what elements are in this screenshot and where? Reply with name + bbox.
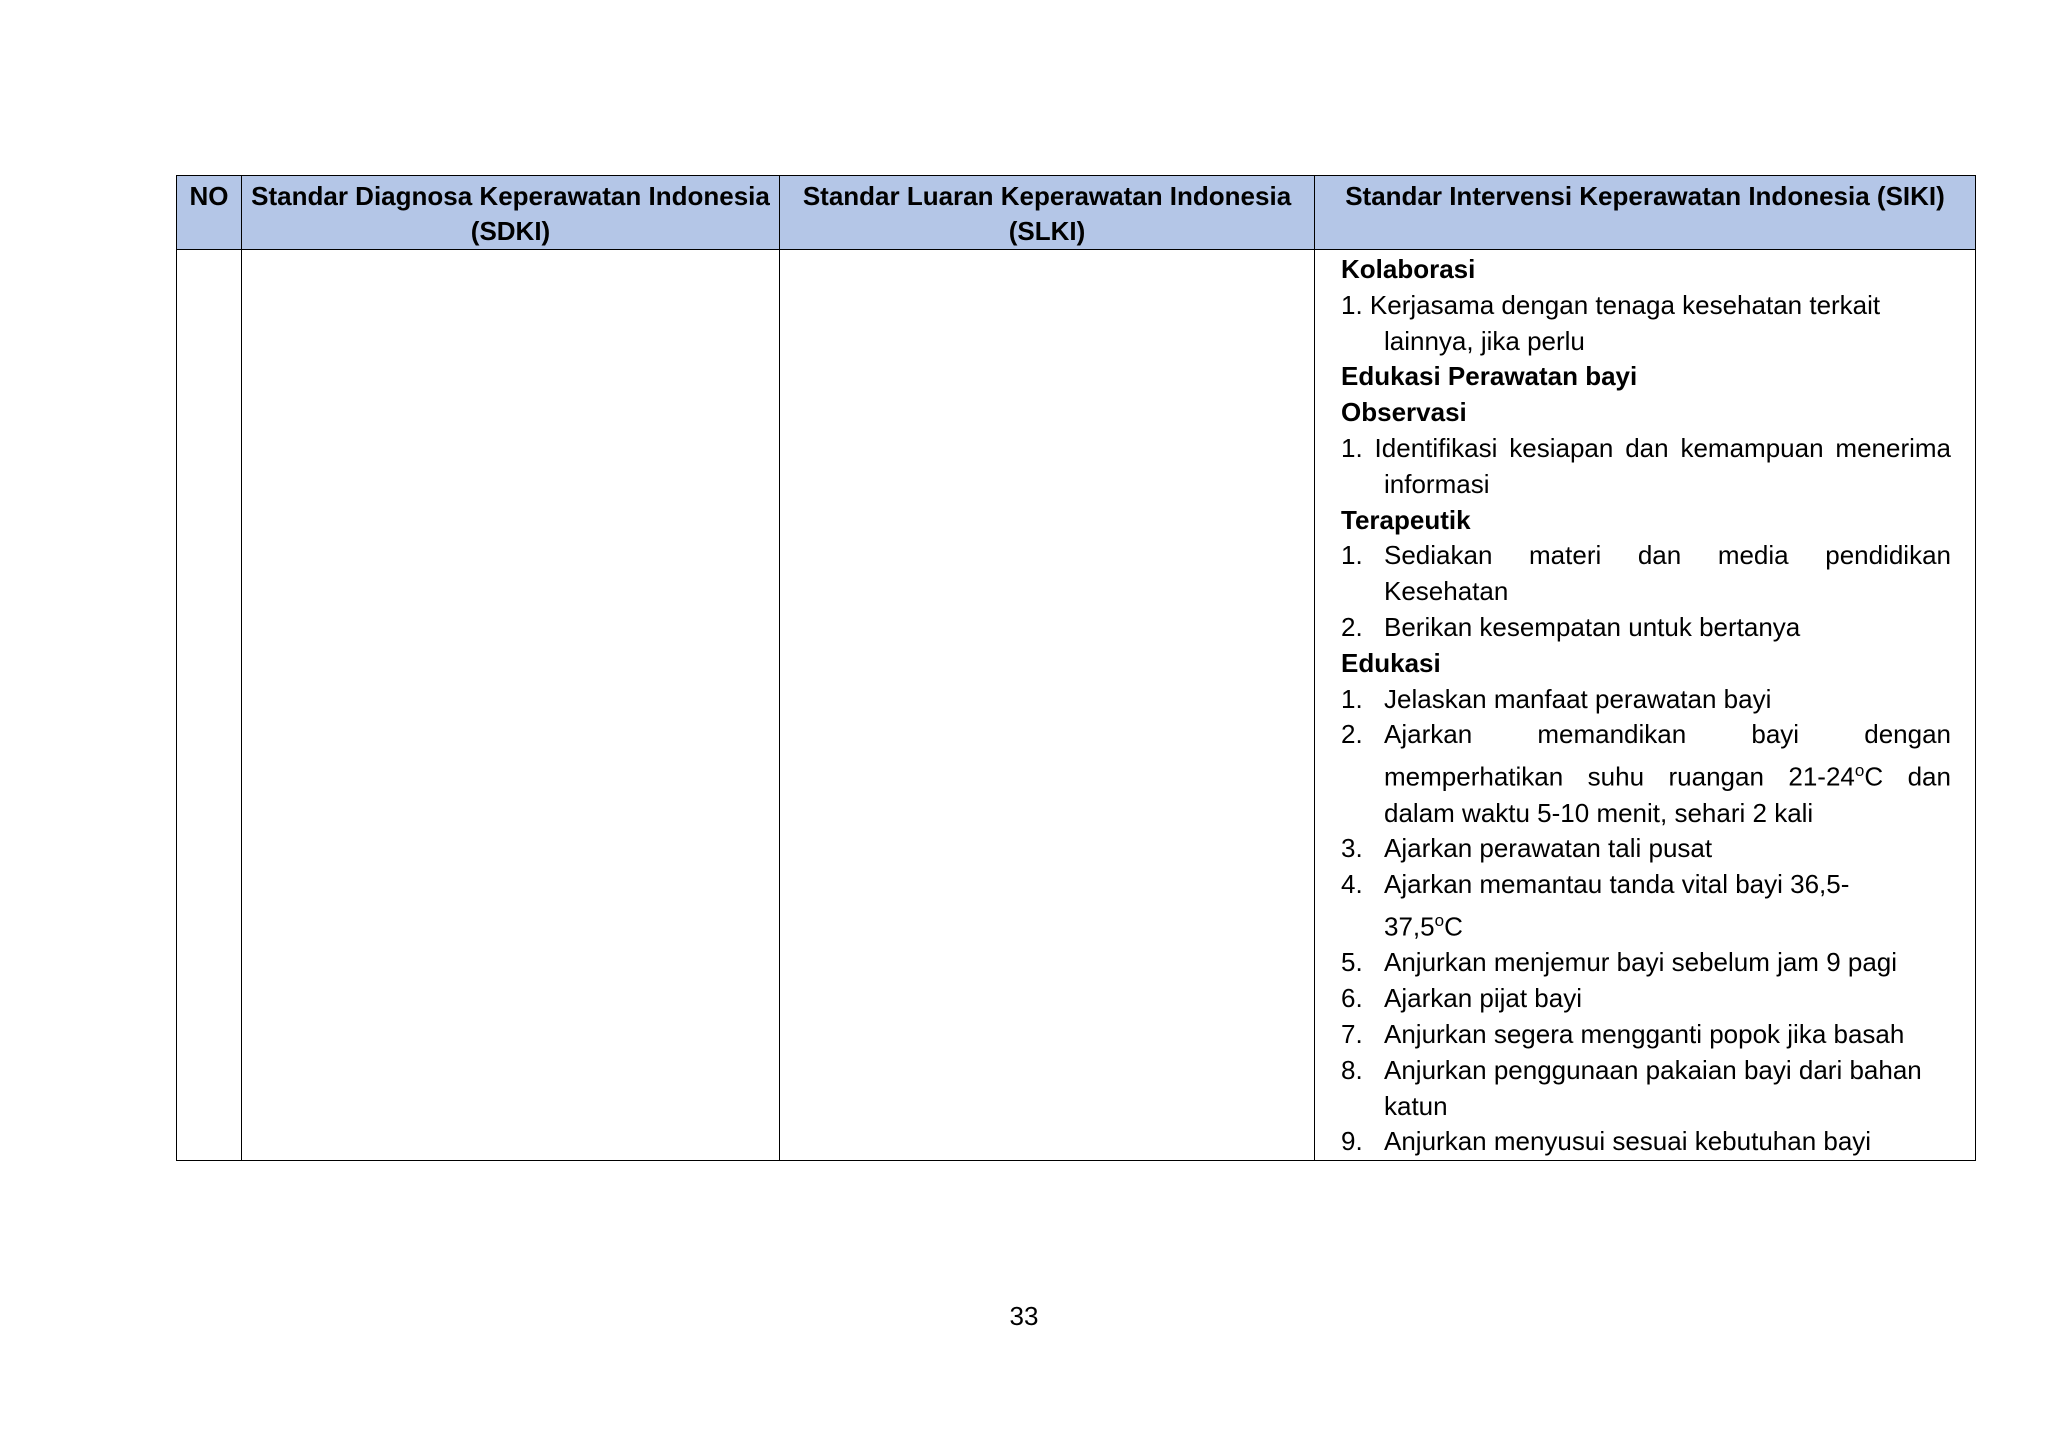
list-item-text <box>1384 717 1951 831</box>
cell-sdki <box>242 250 780 1161</box>
list-item <box>1341 610 1951 646</box>
list-item-text-part: Ajarkan memantau tanda vital bayi 36,5-37,5 <box>1384 869 1850 942</box>
list-item <box>1341 1053 1951 1125</box>
list-item-text-part: Ajarkan memandikan bayi dengan memperhatikan suhu ruangan 21-24 <box>1384 719 1951 792</box>
list-item <box>1341 831 1951 867</box>
kolaborasi-heading: Kolaborasi <box>1341 254 1476 284</box>
list-item-number: 3. <box>1341 833 1363 864</box>
list-item-text: Berikan kesempatan untuk bertanya <box>1384 611 1801 642</box>
degree-superscript: o <box>1434 911 1445 930</box>
list-item <box>1341 1017 1951 1053</box>
list-item-number: 7. <box>1341 1019 1363 1050</box>
list-item <box>1341 682 1951 718</box>
list-item-text: Anjurkan penggunaan pakaian bayi dari bahan katun <box>1384 1054 1922 1121</box>
page-number: 33 <box>1009 1301 1039 1331</box>
edukasi-perawatan-bayi-heading: Edukasi Perawatan bayi <box>1341 361 1638 392</box>
header-sdki: Standar Diagnosa Keperawatan Indonesia (SDKI) <box>242 176 780 250</box>
observasi-item: 1. Identifikasi kesiapan dan kemampuan menerima informasi <box>1341 432 1951 499</box>
header-siki: Standar Intervensi Keperawatan Indonesia (SIKI) <box>1315 176 1976 250</box>
siki-content <box>1341 252 1951 1160</box>
list-item-number: 2. <box>1341 719 1363 750</box>
nursing-standards-table <box>176 175 1976 1161</box>
degree-superscript: o <box>1854 761 1865 781</box>
list-item-number: 1. <box>1341 540 1363 571</box>
list-item-number: 4. <box>1341 869 1363 900</box>
list-item-text <box>1384 867 1951 945</box>
cell-no <box>177 250 242 1161</box>
list-item <box>1341 717 1951 831</box>
list-item-number: 1. <box>1341 683 1363 714</box>
list-item-text: Anjurkan segera mengganti popok jika basah <box>1384 1019 1905 1050</box>
header-no: NO <box>177 176 242 250</box>
edukasi-heading: Edukasi <box>1341 647 1441 678</box>
list-item-number: 6. <box>1341 983 1363 1014</box>
list-item-number: 8. <box>1341 1054 1363 1085</box>
list-item-text: Jelaskan manfaat perawatan bayi <box>1384 683 1772 714</box>
list-item-number: 2. <box>1341 611 1363 642</box>
list-item <box>1341 538 1951 610</box>
cell-siki <box>1315 250 1976 1161</box>
list-item <box>1341 945 1951 981</box>
list-item-text-part: C <box>1444 911 1463 942</box>
observasi-heading: Observasi <box>1341 397 1467 428</box>
list-item-number: 5. <box>1341 947 1363 978</box>
list-item <box>1341 1124 1951 1160</box>
list-item-text: Anjurkan menjemur bayi sebelum jam 9 pagi <box>1384 947 1898 978</box>
list-item <box>1341 867 1951 945</box>
table-row <box>177 250 1976 1161</box>
list-item-text: Sediakan materi dan media pendidikan Kesehatan <box>1384 540 1951 607</box>
list-item <box>1341 981 1951 1017</box>
terapeutik-heading: Terapeutik <box>1341 504 1471 535</box>
kolaborasi-item: 1. Kerjasama dengan tenaga kesehatan terkait lainnya, jika perlu <box>1341 289 1881 356</box>
list-item-text-part: C dan dalam waktu 5-10 menit, sehari 2 kali <box>1384 761 1951 828</box>
list-item-text: Ajarkan pijat bayi <box>1384 983 1582 1014</box>
header-slki: Standar Luaran Keperawatan Indonesia (SLKI) <box>780 176 1315 250</box>
cell-slki <box>780 250 1315 1161</box>
list-item-text: Ajarkan perawatan tali pusat <box>1384 833 1713 864</box>
list-item-text: Anjurkan menyusui sesuai kebutuhan bayi <box>1384 1126 1872 1157</box>
list-item-number: 9. <box>1341 1126 1363 1157</box>
table-header-row <box>177 176 1976 250</box>
